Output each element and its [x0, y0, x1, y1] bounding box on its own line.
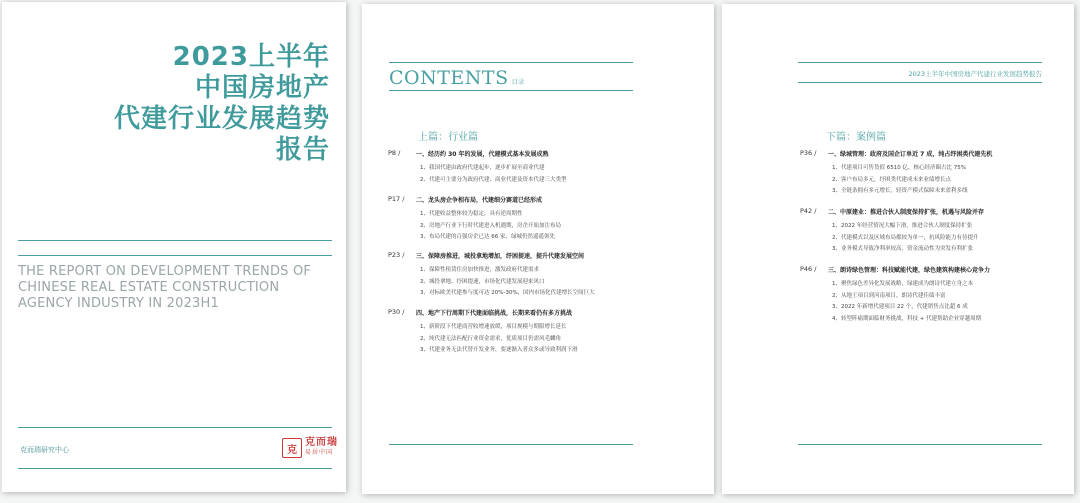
logo-seal-icon: 克 — [282, 438, 302, 458]
toc-item: 2、房地产行业下行时代建进入机遇期，房企开始加注布局 — [420, 222, 562, 229]
header-rule — [389, 90, 633, 91]
header-rule — [798, 62, 1042, 63]
toc-heading: 四、地产下行周期下代建面临挑战，长期来看仍有多方挑战 — [416, 310, 573, 317]
toc-page-number: P42 / — [800, 207, 817, 215]
cover-title — [114, 42, 330, 166]
logo-sub-text: 易居中国 — [305, 449, 334, 456]
toc-item: 3、布局代建的百强房企已达 66 家，绿城仍然遥遥领先 — [420, 234, 555, 240]
toc-heading: 二、中原建业：推进合伙人制度保持扩张，机遇与风险并存 — [828, 209, 985, 216]
toc-item: 3、代建业务无法代替开发业务，要逐渐入者众多或导致利润下滑 — [420, 347, 578, 353]
footer-rule — [798, 444, 1042, 445]
cover-title-line: 2023上半年 — [172, 42, 330, 72]
toc-item: 2、城投拿地、纾困提速，市场化代建发展迎来风口 — [420, 278, 545, 285]
contents-heading-sub: 目录 — [511, 79, 525, 86]
toc-item: 1、保障性租赁住房加快推进，激发政府代建需求 — [420, 267, 540, 273]
toc-heading: 一、经历约 30 年的发展，代建模式基本发展成熟 — [416, 151, 549, 158]
header-rule — [389, 62, 633, 63]
toc-page-number: P8 / — [388, 149, 401, 157]
running-header: 2023上半年中国房地产代建行业发展趋势报告 — [908, 70, 1042, 78]
toc-page-number: P17 / — [388, 195, 405, 203]
toc-item: 3、对标欧美代建参与度可达 20%-30%，国内市场化代建增长空间巨大 — [420, 290, 595, 296]
report-cover-page — [2, 2, 346, 492]
toc-heading: 一、绿城管理：政府及国企订单近 7 成，纯占纾困类代建先机 — [828, 151, 993, 158]
cric-logo — [282, 438, 338, 458]
toc-item: 1、2022 年经营情况大幅下滑，推进合伙人制度保持扩张 — [832, 223, 973, 229]
section-title: 上篇：行业篇 — [418, 132, 478, 143]
toc-item: 3、2022 年新增代建项目 22 个，代建销售点比超 6 成 — [832, 304, 968, 310]
cover-divider — [18, 427, 332, 428]
cover-divider — [18, 255, 332, 256]
toc-heading: 二、龙头房企争相布局，代建细分赛道已经形成 — [416, 197, 543, 204]
toc-item: 1、我国代建由政府代建起步，逐步扩展至商业代建 — [420, 165, 545, 171]
toc-heading: 三、朗诗绿色管理：科技赋能代建，绿色建筑构建核心竞争力 — [828, 267, 991, 274]
toc-item: 2、从地王项目到河南项目，朗诗代建佳绩丰富 — [832, 292, 946, 299]
toc-item: 1、新阶段下代建商营收增速放缓，项目规模与期限增长延长 — [420, 324, 567, 330]
footer-rule — [389, 444, 633, 445]
cover-title-line: 代建行业发展趋势 — [113, 104, 330, 134]
toc-item: 2、代建可主要分为政府代建、商业代建及资本代建三大类型 — [420, 176, 567, 183]
cover-title-line: 报告 — [275, 135, 330, 165]
toc-item: 3、业务模式导致净利率较高，资金流动性为突发有利扩张 — [832, 246, 974, 252]
toc-item: 1、代建项目可售货值 6510 亿，核心经济圈占比 75% — [832, 165, 966, 171]
toc-heading: 三、保障房推进，城投拿地增加，纾困提速，提升代建发展空间 — [416, 253, 585, 260]
english-title-line: CHINESE REAL ESTATE CONSTRUCTION — [18, 280, 280, 295]
publisher-name: 克而瑞研究中心 — [20, 446, 69, 454]
toc-page-number: P23 / — [388, 251, 405, 259]
toc-item: 1、代建收益整体较为稳定，具有逆周期性 — [420, 211, 523, 217]
contents-heading-text: CONTENTS — [389, 67, 509, 89]
english-title-line: THE REPORT ON DEVELOPMENT TRENDS OF — [18, 264, 312, 279]
toc-item: 2、客户布局多元，纾困类代建成未来业绩增长点 — [832, 176, 952, 183]
header-rule — [798, 82, 1042, 83]
toc-page-number: P30 / — [388, 308, 405, 316]
section-title: 下篇：案例篇 — [826, 132, 886, 143]
toc-item: 2、代建模式以及区域布局都较为单一，抗风险能力有待提升 — [832, 234, 979, 241]
logo-main-text: 克而瑞 — [305, 437, 338, 448]
toc-item: 3、全链条拥有多元增长，轻资产模式保障未来盈利多线 — [832, 188, 968, 194]
cover-title-line: 中国房地产 — [194, 73, 330, 103]
contents-heading — [389, 67, 525, 89]
cover-divider — [18, 468, 332, 469]
toc-item: 2、纯代建无法匹配行业资金需求，优质项目仍需风毛麟角 — [420, 335, 562, 342]
toc-item: 1、聚焦绿色差异化发展战略，绿建成为朗诗代建立身之本 — [832, 281, 974, 287]
toc-page-number: P36 / — [800, 149, 817, 157]
toc-item: 4、转型阵痛期面临财务挑战，科技 + 代建帮助企业穿越周期 — [832, 315, 982, 322]
toc-page-number: P46 / — [800, 265, 817, 273]
cover-divider — [18, 240, 332, 241]
cover-english-title — [18, 264, 338, 312]
contents-page-cases — [722, 4, 1074, 494]
contents-page — [362, 4, 714, 494]
english-title-line: AGENCY INDUSTRY IN 2023H1 — [18, 296, 219, 311]
